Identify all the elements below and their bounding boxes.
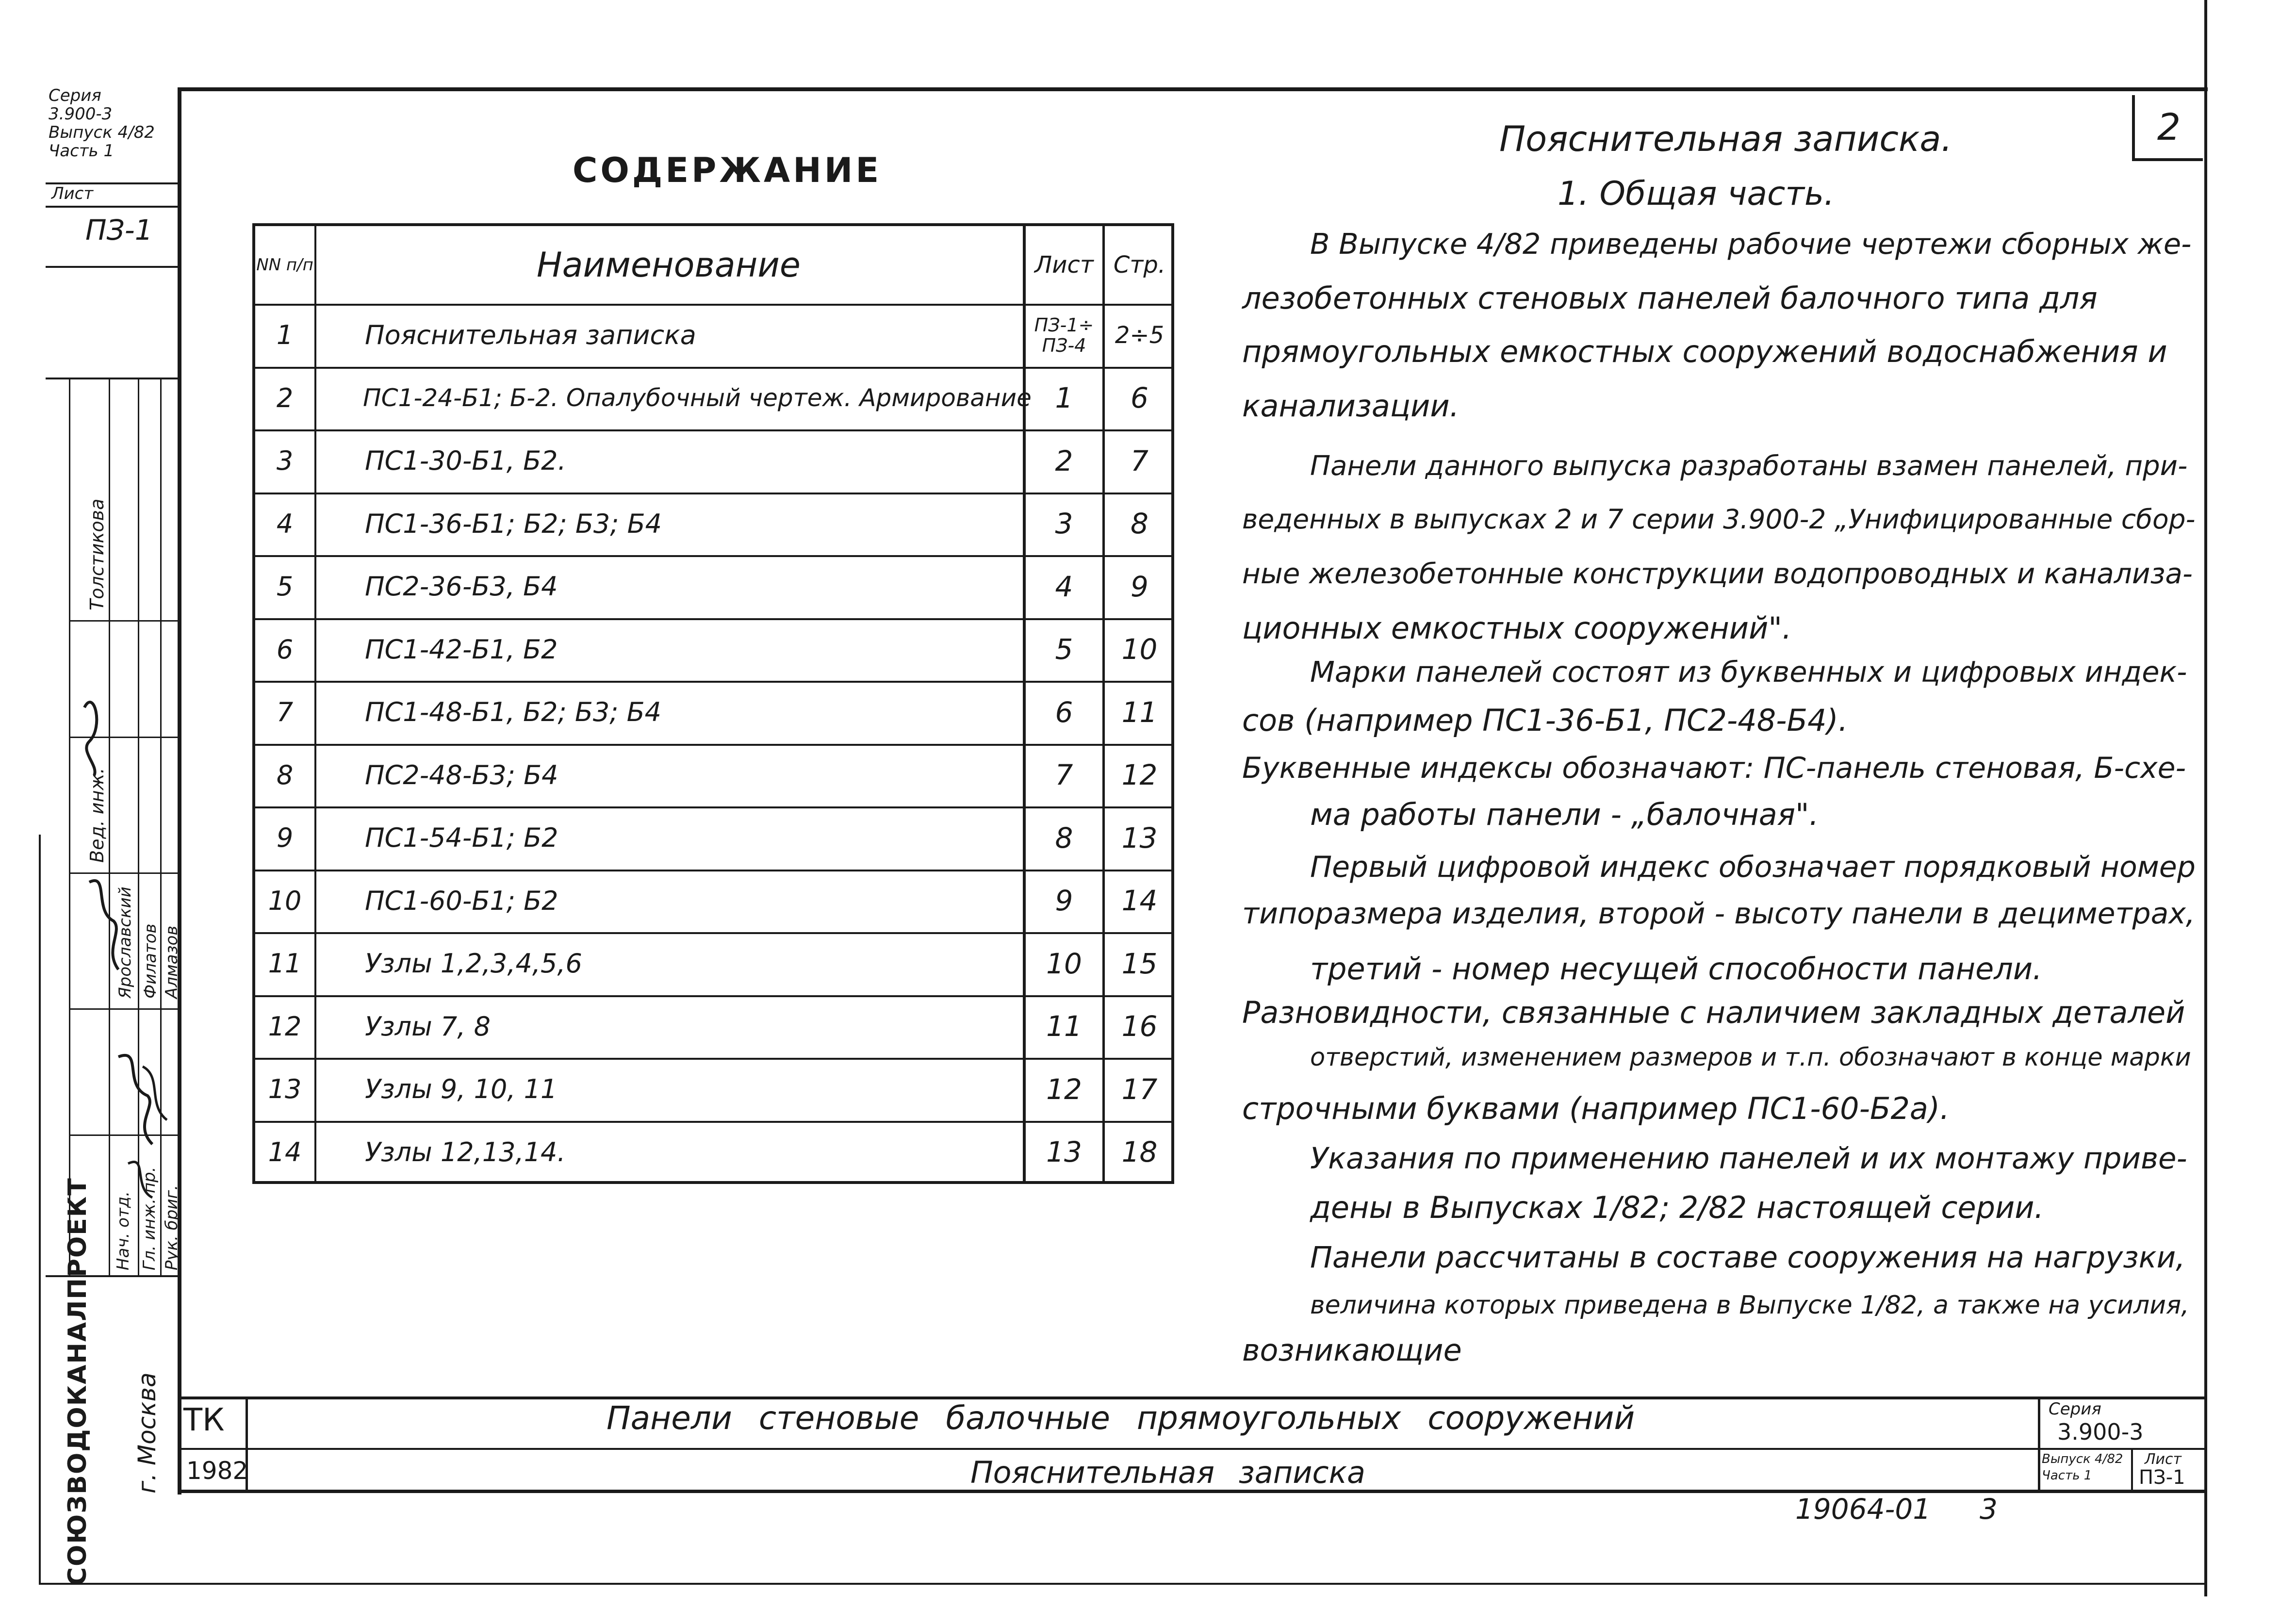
table-cell-page: 7: [1131, 444, 1148, 477]
note-line: величина которых приведена в Выпуске 1/82, а также на усилия,: [1310, 1291, 2189, 1320]
stamp-series-line: Серия: [49, 86, 101, 105]
footer-page: 3: [1980, 1493, 1998, 1526]
note-line: сов (например ПС1-36-Б1, ПС2-48-Б4).: [1242, 703, 1848, 738]
note-line: отверстий, изменением размеров и т.п. обозначают в конце марки: [1310, 1043, 2191, 1072]
table-cell-page: 2÷5: [1115, 321, 1164, 349]
stamp-city: г. Москва: [133, 1372, 161, 1494]
note-line: строчными буквами (например ПС1-60-Б2а).: [1242, 1091, 1950, 1126]
table-cell-name: ПС1-24-Б1; Б-2. Опалубочный чертеж. Армирование: [363, 384, 1032, 412]
table-cell-page: 8: [1131, 507, 1148, 541]
note-line: Буквенные индексы обозначают: ПС-панель стеновая, Б-схе-: [1242, 751, 2186, 785]
titleblock-line1: Панели стеновые балочные прямоугольных сооружений: [607, 1399, 1635, 1437]
frame-right: [2204, 0, 2207, 1596]
table-cell-sheet: 2: [1055, 444, 1073, 477]
stamp-sheet-label: Лист: [51, 184, 94, 203]
note-line: дены в Выпусках 1/82; 2/82 настоящей серии.: [1310, 1190, 2044, 1225]
stamp-series-block: [49, 86, 175, 160]
table-cell-num: 8: [276, 759, 294, 790]
header-page: Стр.: [1113, 251, 1166, 279]
stamp-role: Нач. отд.: [114, 1191, 133, 1270]
contents-title: СОДЕРЖАНИЕ: [573, 150, 882, 190]
table-cell-name: Пояснительная записка: [365, 320, 696, 351]
table-cell-name: ПС1-60-Б1; Б2: [365, 885, 558, 916]
table-cell-page: 6: [1131, 381, 1148, 415]
stamp-sheet-code: ПЗ-1: [85, 214, 153, 246]
sheet-cut-left: [39, 835, 41, 1584]
note-line: Марки панелей состоят из буквенных и цифровых индек-: [1310, 655, 2187, 689]
table-cell-num: 5: [276, 571, 294, 602]
table-cell-num: 9: [276, 822, 294, 854]
note-line: возникающие: [1242, 1332, 1462, 1368]
table-cell-num: 7: [276, 697, 294, 728]
table-cell-name: ПС2-36-Б3, Б4: [365, 571, 558, 602]
table-cell-num: 3: [276, 445, 294, 476]
contents-table: [252, 223, 1174, 1184]
table-cell-sheet: 13: [1046, 1135, 1082, 1169]
page-number-box: [2132, 95, 2203, 161]
table-cell-page: 17: [1121, 1072, 1158, 1106]
note-line: веденных в выпусках 2 и 7 серии 3.900-2 „Унифицированные сбор-: [1242, 504, 2196, 535]
table-cell-sheet: ПЗ-1÷ ПЗ-4: [1034, 314, 1094, 356]
stamp-series-line: Выпуск 4/82: [49, 123, 155, 142]
table-cell-sheet: 7: [1055, 758, 1073, 792]
titleblock-rule: [2038, 1396, 2040, 1493]
note-line: лезобетонных стеновых панелей балочного типа для: [1242, 280, 2098, 316]
stamp-role: Гл. инж. пр.: [140, 1166, 159, 1270]
table-cell-num: 4: [276, 508, 294, 539]
table-cell-name: Узлы 1,2,3,4,5,6: [365, 948, 582, 979]
table-cell-name: Узлы 7, 8: [365, 1011, 491, 1042]
table-cell-sheet: 12: [1046, 1072, 1082, 1106]
table-cell-sheet: 9: [1055, 884, 1073, 918]
note-subtitle: 1. Общая часть.: [1558, 175, 1835, 213]
note-title: Пояснительная записка.: [1499, 118, 1952, 159]
stamp-series-line: 3.900-3: [49, 104, 113, 124]
left-stamp: [46, 86, 181, 1586]
table-cell-num: 6: [276, 634, 294, 665]
stamp-person: Филатов: [141, 923, 160, 999]
table-cell-name: ПС1-36-Б1; Б2; Б3; Б4: [365, 508, 662, 539]
titleblock-sheet-label: Лист: [2145, 1451, 2182, 1468]
table-cell-sheet: 10: [1046, 947, 1082, 980]
titleblock-year: 1982: [186, 1457, 248, 1485]
table-cell-num: 12: [268, 1011, 302, 1042]
header-sheet: Лист: [1034, 251, 1094, 279]
table-cell-name: Узлы 9, 10, 11: [365, 1074, 558, 1105]
titleblock-issue-label: Выпуск 4/82: [2042, 1452, 2123, 1466]
table-cell-page: 12: [1121, 758, 1158, 792]
table-cell-page: 15: [1121, 947, 1158, 980]
note-line: Панели рассчитаны в составе сооружения на нагрузки,: [1310, 1240, 2185, 1275]
table-cell-name: Узлы 12,13,14.: [365, 1136, 566, 1167]
note-line: прямоугольных емкостных сооружений водоснабжения и: [1242, 334, 2167, 369]
table-cell-sheet: 4: [1055, 570, 1073, 603]
frame-top: [180, 87, 2208, 91]
table-cell-name: ПС2-48-Б3; Б4: [365, 759, 558, 790]
stamp-person: Алмазов: [162, 925, 181, 999]
stamp-rule: [46, 378, 178, 379]
table-cell-name: ПС1-54-Б1; Б2: [365, 822, 558, 854]
table-cell-page: 14: [1121, 884, 1158, 918]
table-cell-num: 10: [268, 885, 302, 916]
signature-marks: [75, 630, 172, 1270]
stamp-grid-vline: [69, 378, 70, 1275]
titleblock-series-value: 3.900-3: [2057, 1419, 2144, 1445]
stamp-role: Вед. инж.: [86, 768, 108, 863]
stamp-person: Ярославский: [115, 887, 135, 999]
table-cell-num: 11: [268, 948, 302, 979]
table-cell-page: 16: [1121, 1010, 1158, 1043]
table-cell-name: ПС1-48-Б1, Б2; Б3; Б4: [365, 697, 662, 728]
titleblock-series-label: Серия: [2049, 1399, 2101, 1419]
table-cell-name: ПС1-42-Б1, Б2: [365, 634, 558, 665]
note-line: канализации.: [1242, 388, 1460, 424]
table-cell-page: 18: [1121, 1135, 1158, 1169]
table-cell-sheet: 6: [1055, 695, 1073, 729]
note-line: Панели данного выпуска разработаны взамен панелей, при-: [1310, 450, 2188, 482]
note-line: третий - номер несущей способности панели.: [1310, 951, 2042, 986]
stamp-rule: [46, 206, 178, 208]
note-line: типоразмера изделия, второй - высоту панели в дециметрах,: [1242, 897, 2195, 931]
titleblock-line2: Пояснительная записка: [970, 1455, 1366, 1490]
table-cell-sheet: 11: [1046, 1010, 1082, 1043]
page-number: 2: [2157, 105, 2181, 148]
stamp-grid-hline: [69, 620, 178, 622]
table-cell-page: 9: [1131, 570, 1148, 603]
note-line: Разновидности, связанные с наличием закладных деталей: [1242, 995, 2185, 1030]
stamp-person: Толстикова: [86, 498, 108, 610]
table-cell-num: 2: [276, 382, 294, 413]
titleblock-part-label: Часть 1: [2042, 1468, 2092, 1483]
table-cell-page: 13: [1121, 821, 1158, 854]
titleblock-tk: ТК: [183, 1402, 225, 1438]
note-line: ционных емкостных сооружений".: [1242, 610, 1792, 646]
table-cell-sheet: 8: [1055, 821, 1073, 854]
note-line: Указания по применению панелей и их монтажу приве-: [1310, 1141, 2187, 1176]
table-cell-num: 1: [276, 320, 294, 351]
header-num: NN п/п: [256, 255, 313, 275]
stamp-organization: СОЮЗВОДОКАНАЛПРОЕКТ: [63, 1177, 92, 1586]
table-cell-page: 11: [1121, 695, 1158, 729]
table-cell-name: ПС1-30-Б1, Б2.: [365, 445, 566, 476]
stamp-series-line: Часть 1: [49, 141, 115, 161]
header-name: Наименование: [537, 245, 801, 285]
note-line: ные железобетонные конструкции водопроводных и канализа-: [1242, 557, 2193, 590]
titleblock-rule: [178, 1448, 2206, 1450]
titleblock-sheet-value: ПЗ-1: [2139, 1466, 2185, 1489]
note-line: Первый цифровой индекс обозначает порядковый номер: [1310, 850, 2196, 884]
stamp-role: Рук. бриг.: [162, 1184, 181, 1270]
table-cell-sheet: 1: [1055, 381, 1073, 415]
table-cell-sheet: 5: [1055, 633, 1073, 666]
note-line: ма работы панели - „балочная".: [1310, 797, 1819, 832]
table-cell-num: 13: [268, 1074, 302, 1105]
frame-left: [178, 87, 181, 1495]
stamp-rule: [46, 266, 178, 268]
titleblock-rule: [2131, 1448, 2133, 1493]
footer-archive-number: 19064-01: [1795, 1493, 1931, 1526]
table-cell-sheet: 3: [1055, 507, 1073, 541]
table-cell-page: 10: [1121, 633, 1158, 666]
table-cell-num: 14: [268, 1136, 302, 1167]
outer-bottom: [39, 1583, 2207, 1585]
note-line: В Выпуске 4/82 приведены рабочие чертежи сборных же-: [1310, 227, 2192, 261]
